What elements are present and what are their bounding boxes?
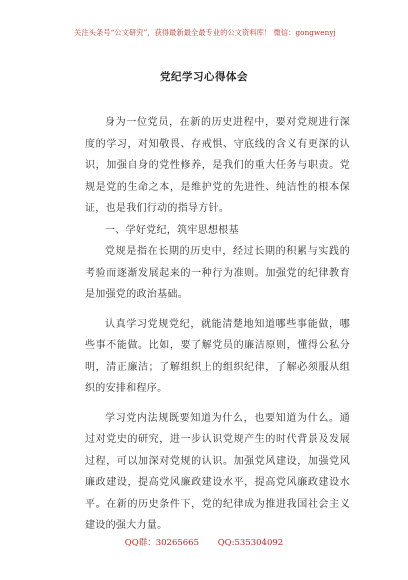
footer-qq: QQ:535304092 bbox=[217, 538, 284, 548]
paragraph-intro: 身为一位党员，在新的历史进程中，要对党规进行深度的学习，对知敬畏、存戒惧、守底线的含义有更深的认识，加强自身的党性修养，是我们的重大任务与职责。党规是党的生命之本，是维护党的先进性、纯洁性的根本保证，也是我们行动的指导方针。 bbox=[85, 117, 350, 214]
footer-contact bbox=[0, 536, 408, 548]
footer-qq-group: QQ群：30265665 bbox=[124, 538, 199, 548]
paragraph-history: 学习党内法规既要知道为什么，也要知道为什么。通过对党史的研究，进一步认识党规产生的时代背景及发展过程，可以加深对党规的认识。加强党风建设，加强党风廉政建设，提高党风廉政建设水平，提高党风廉政建设水平。在新的历史条件下，党的纪律成为推进我国社会主义建设的强大力量。 bbox=[85, 412, 350, 531]
header-notice: 关注头条号“公文研究”，获得最新最全最专业的公文资料库！ 微信：gongwenyj bbox=[74, 28, 336, 37]
section-heading: 一、学好党纪，筑牢思想根基 bbox=[105, 224, 239, 236]
page-title: 党纪学习心得体会 bbox=[160, 71, 248, 83]
document-body bbox=[85, 112, 350, 537]
paragraph-study: 认真学习党规党纪，就能清楚地知道哪些事能做，哪些事不能做。比如，要了解党员的廉洁原则，懂得公私分明，清正廉洁；了解组织上的组织纪律，了解必须服从组织的安排和程序。 bbox=[85, 318, 350, 394]
paragraph-definition: 党规是指在长期的历史中，经过长期的积累与实践的考验而逐渐发展起来的一种行为准则。加强党的纪律教育是加强党的政治基础。 bbox=[85, 246, 350, 300]
